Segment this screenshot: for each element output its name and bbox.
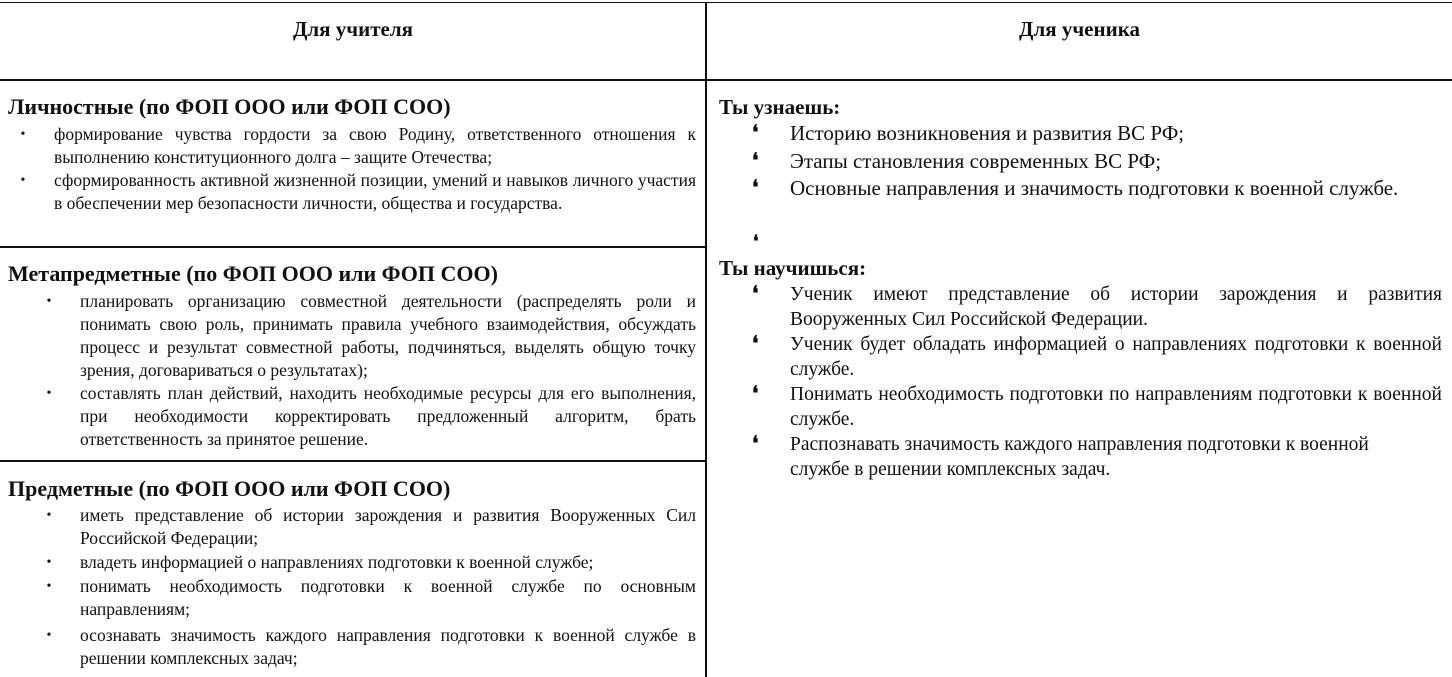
- bullet-icon: •: [20, 127, 26, 142]
- personal-title: Личностные (по ФОП ООО или ФОП СОО): [8, 94, 451, 119]
- subject-title: Предметные (по ФОП ООО или ФОП СОО): [8, 476, 451, 501]
- learn-title: Ты узнаешь:: [719, 95, 841, 119]
- list-item-text: планировать организацию совместной деятельности (распределять роли и понимать свою роль, принимать правила учебного взаимодействия, обсуждать процесс и результат совместной работы, подчиняться, выделять общую точку зрения, договариваться о результатах);: [80, 291, 696, 380]
- list-item-text: Ученик будет обладать информацией о направлениях подготовки к военной службе.: [790, 334, 1442, 380]
- bullet-icon: •: [46, 386, 52, 401]
- arrow-bullet-icon: ❛: [752, 177, 759, 199]
- list-item: [46, 504, 696, 550]
- list-item-text: Основные направления и значимость подготовки к военной службе.: [790, 176, 1399, 200]
- learn-list: [752, 120, 1442, 203]
- list-item: [20, 123, 696, 169]
- list-item-text: владеть информацией о направлениях подготовки к военной службе;: [80, 552, 594, 572]
- teacher-header: Для учителя: [292, 17, 414, 41]
- list-item: [46, 575, 696, 621]
- bullet-icon: •: [20, 173, 26, 188]
- list-item-text: Распознавать значимость каждого направления подготовки к военной службе в решении комплексных задач.: [790, 434, 1369, 480]
- personal-list: [20, 123, 696, 215]
- list-item: [752, 282, 1442, 332]
- meta-list: [46, 290, 696, 451]
- arrow-bullet-icon: ❛: [753, 232, 759, 251]
- meta-title: Метапредметные (по ФОП ООО или ФОП СОО): [8, 261, 498, 286]
- skills-title: Ты научишься:: [719, 256, 867, 280]
- list-item-text: Понимать необходимость подготовки по направлениям подготовки к военной службе.: [790, 384, 1442, 430]
- arrow-bullet-icon: ❛: [752, 433, 759, 455]
- list-item-text: формирование чувства гордости за свою Родину, ответственного отношения к выполнению конституционного долга – защите Отечества;: [54, 124, 696, 167]
- arrow-bullet-icon: ❛: [752, 149, 759, 172]
- skills-list: [752, 282, 1442, 482]
- list-item-text: Ученик имеют представление об истории зарождения и развития Вооруженных Сил Российской Федерации.: [790, 284, 1442, 330]
- list-item-text: понимать необходимость подготовки к военной службе по основным направлениям;: [80, 576, 696, 619]
- bullet-icon: •: [46, 555, 52, 570]
- bullet-icon: •: [46, 579, 52, 594]
- list-item: [752, 382, 1442, 432]
- arrow-bullet-icon: ❛: [752, 122, 759, 144]
- list-item: [46, 624, 696, 670]
- arrow-bullet-icon: ❛: [752, 283, 759, 305]
- list-item-text: сформированность активной жизненной позиции, умений и навыков личного участия в обеспечении мер безопасности личности, общества и государства.: [54, 170, 696, 213]
- list-item-text: иметь представление об истории зарождения и развития Вооруженных Сил Российской Федерации;: [80, 505, 696, 548]
- list-item: [46, 290, 696, 382]
- arrow-bullet-icon: ❛: [752, 333, 759, 355]
- bullet-icon: •: [46, 294, 52, 309]
- list-item: [46, 382, 696, 451]
- list-item: [752, 432, 1380, 482]
- list-item-text: Этапы становления современных ВС РФ;: [790, 148, 1162, 173]
- list-item-text: Историю возникновения и развития ВС РФ;: [790, 121, 1185, 145]
- teacher-column: [0, 0, 706, 677]
- list-item-text: осознавать значимость каждого направления подготовки к военной службе в решении комплексных задач;: [80, 625, 696, 668]
- list-item: [20, 169, 696, 215]
- student-header: Для ученика: [1019, 17, 1140, 41]
- list-item: [752, 175, 1442, 203]
- bullet-icon: •: [46, 628, 52, 643]
- list-item-text: составлять план действий, находить необходимые ресурсы для его выполнения, при необходимости корректировать предложенный алгоритм, брать ответственность за принятое решение.: [80, 383, 696, 449]
- student-column: [707, 0, 1452, 677]
- list-item: [752, 148, 1442, 176]
- bullet-icon: •: [46, 508, 52, 523]
- subject-list: [46, 504, 696, 670]
- list-item: [752, 332, 1442, 382]
- arrow-bullet-icon: ❛: [752, 383, 759, 405]
- list-item: [752, 120, 1442, 148]
- list-item: [46, 551, 696, 574]
